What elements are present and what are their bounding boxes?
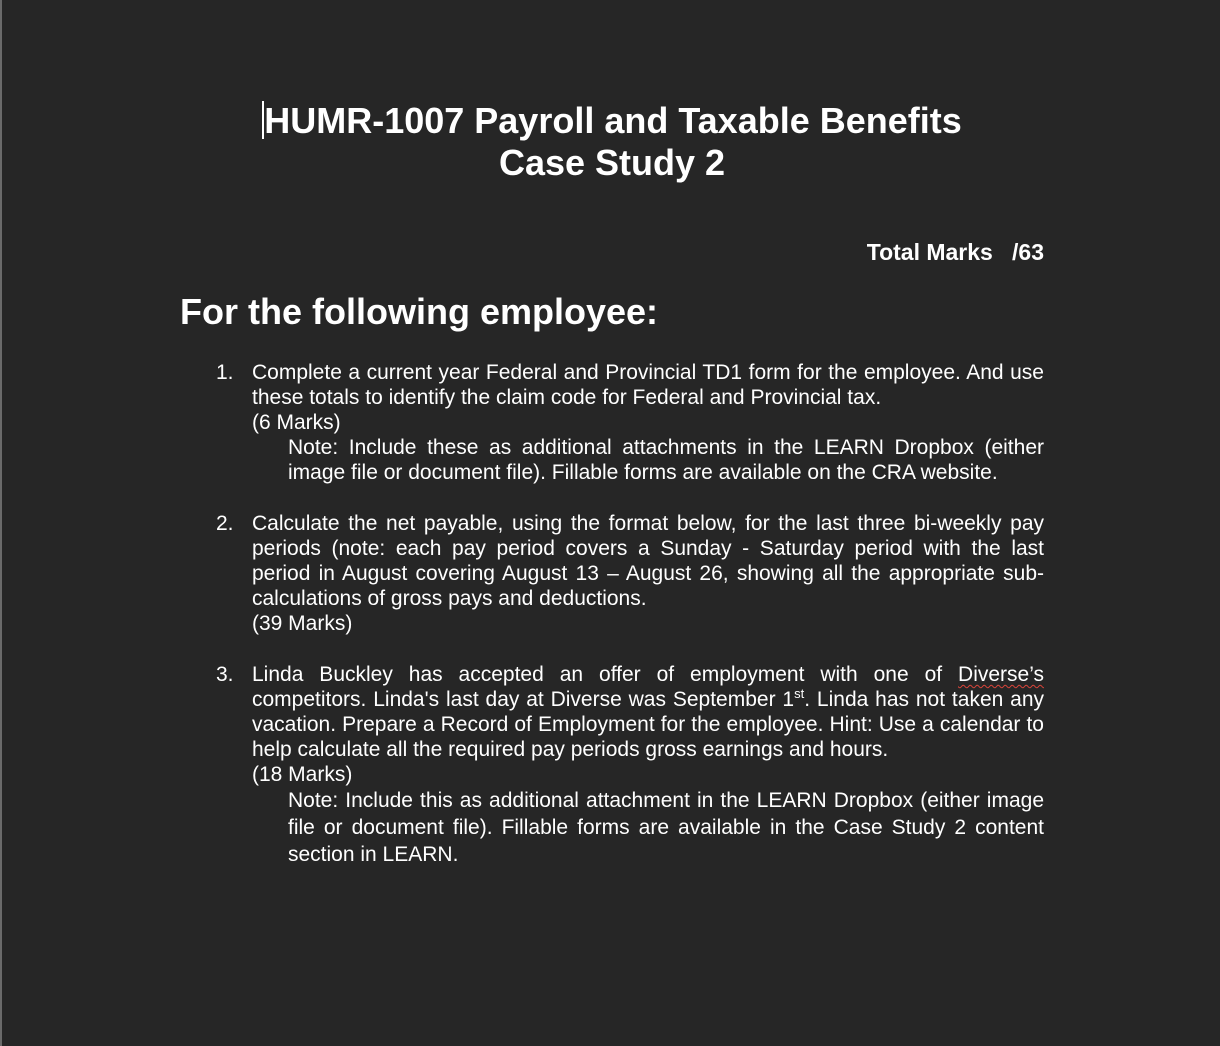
item-text-middle: competitors. Linda's last day at Diverse was September 1 [252,688,795,711]
section-heading: For the following employee: [180,291,659,332]
item-text-end: . Linda has not taken any vacation. Prepare a Record of Employment for the employee. Hint: Use a calendar to help calculate all the required pay periods gross earnings and hours. [252,688,1045,761]
item-text: Calculate the net payable, using the format below, for the last three bi-weekly pay periods (note: each pay period covers a Sunday - Saturday period with the last period in August covering August 13 – August 26, showing all the appropriate sub-calculations of gross pays and deductions. [252,512,1044,610]
list-item [180,662,1044,868]
window-left-edge [0,0,2,1046]
item-text-start: Linda Buckley has accepted an offer of employment with one of [252,663,943,686]
item-text [252,662,1044,762]
list-item [180,511,1044,636]
item-marks: (6 Marks) [252,411,341,434]
item-number: 1. [216,361,234,384]
item-note: Note: Include these as additional attachments in the LEARN Dropbox (either image file or document file). Fillable forms are available on the CRA website. [288,436,1044,484]
item-number: 3. [216,663,234,686]
title-line-2: Case Study 2 [498,142,726,183]
task-list [180,360,1044,894]
item-number: 2. [216,512,234,535]
item-marks: (39 Marks) [252,612,353,635]
item-marks: (18 Marks) [252,763,353,786]
list-item [180,360,1044,485]
document-title [180,100,1044,184]
title-line-1: HUMR-1007 Payroll and Taxable Benefits [264,100,962,141]
spellcheck-word[interactable]: Diverse’s [958,663,1044,686]
superscript: st [794,686,805,701]
total-marks: Total Marks /63 [866,239,1044,265]
item-text: Complete a current year Federal and Provincial TD1 form for the employee. And use these totals to identify the claim code for Federal and Provincial tax. [252,361,1044,409]
item-note: Note: Include this as additional attachment in the LEARN Dropbox (either image file or document file). Fillable forms are available in the Case Study 2 content section in LEARN. [288,789,1044,866]
